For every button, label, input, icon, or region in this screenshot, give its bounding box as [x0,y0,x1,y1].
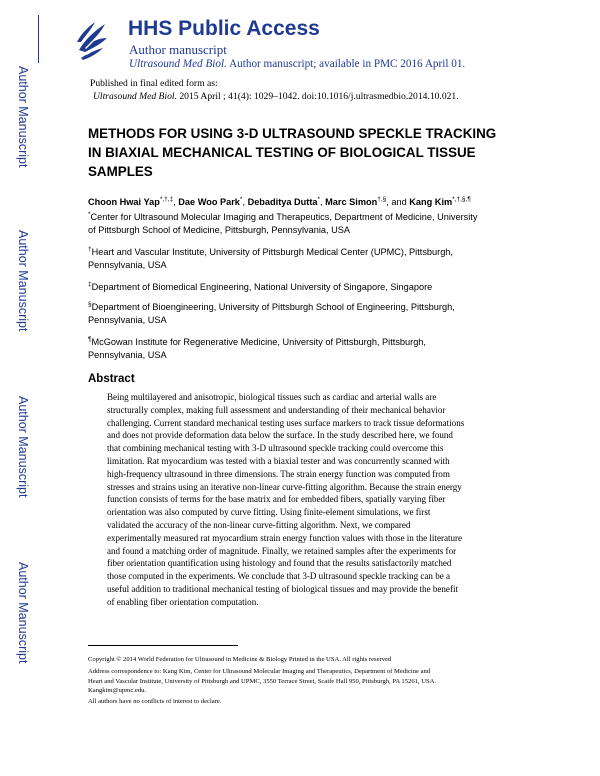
author-separator: , [173,197,179,208]
affiliation-marker: ‡ [88,281,92,288]
article-title-line: METHODS FOR USING 3-D ULTRASOUND SPECKLE TRACKING [88,126,497,141]
affiliation-marker: ¶ [88,336,92,343]
affiliation [88,278,528,294]
abstract-line: and does not provide deformation data below the surface. In the study described here, we found [107,430,453,441]
abstract-line: high-frequency ultrasound in three dimensions. The strain energy function was computed from [107,468,450,479]
affiliation-line [88,333,528,349]
abstract-line: of enabling fiber orientation computation. [107,596,259,607]
affiliation [88,333,528,363]
affiliation-text: McGowan Institute for Regenerative Medicine, University of Pittsburgh, Pittsburgh, [91,337,426,348]
copyright-note: Copyright © 2014 World Federation for Ultrasound in Medicine & Biology Printed in the USA. All rights reserved [88,656,392,663]
affiliation [88,298,528,328]
sidebar-author-manuscript-label: Author Manuscript [16,230,30,332]
author-affiliation-marker: *,†,§,¶ [452,196,471,203]
abstract-line: Being multilayered and anisotropic, biological tissues such as cardiac and arterial walls are [107,392,437,402]
author-name: Debaditya Dutta [247,197,318,208]
author-name: Kang Kim [409,197,453,208]
author-separator: , and [386,197,410,208]
abstract-line: function consists of terms for the base matrix and for embedded fibers, spatially varying fiber [107,494,446,505]
citation-line [93,91,459,102]
abstract-line: useful addition to traditional mechanical testing of biological tissues and may provide the benefit [107,583,458,594]
author-separator: , [242,197,248,208]
article-title-line: IN BIAXIAL MECHANICAL TESTING OF BIOLOGICAL TISSUE [88,145,476,160]
article-title [88,124,528,181]
affiliation-marker: § [88,301,92,308]
affiliation-line [88,208,528,224]
abstract-line: and found a matching order of magnitude. Finally, we retained samples after the experiments for [107,545,457,556]
affiliation-line: Pennsylvania, USA [88,260,167,271]
affiliation-line: of Pittsburgh School of Medicine, Pittsburgh, Pennsylvania, USA [88,225,350,236]
abstract-line: structurally complex, making full assessment and understanding of their mechanical behavior [107,404,446,415]
author-affiliation-marker: *,†,‡ [159,196,174,203]
affiliation-line [88,243,528,259]
pmc-availability-text: Author manuscript; available in PMC 2016 April 01. [226,58,466,70]
hhs-eagle-logo-icon [75,18,111,64]
published-in-label: Published in final edited form as: [90,78,218,89]
affiliation-marker: * [88,211,91,218]
abstract-line: orientation was also computed by curve fitting. Using finite-element simulations, we first [107,507,431,518]
abstract-line: limitation. Rat myocardium was tested with a biaxial tester and was concurrently scanned with [107,455,450,466]
abstract-heading: Abstract [88,373,135,385]
sidebar-author-manuscript-label: Author Manuscript [16,562,30,664]
pmc-availability-line [129,58,465,70]
affiliation-text: Center for Ultrasound Molecular Imaging and Therapeutics, Department of Medicine, University [90,212,478,223]
affiliation [88,243,528,273]
affiliation-marker: † [88,246,92,253]
correspondence-line: Heart and Vascular Institute, University of Pittsburgh and UPMC, 3550 Terrace Street, Scaife Hall 950, Pittsburgh, PA 15261, USA. [88,677,437,685]
abstract-line: challenging. Current standard mechanical testing uses surface markers to track tissue deformations [107,417,465,428]
affiliation [88,208,528,238]
conflict-note: All authors have no conflicts of interest to declare. [88,698,222,705]
abstract-line: those computed in the experiments. We conclude that 3-D ultrasound speckle tracking can be a [107,571,451,582]
abstract-line: validated the accuracy of the non-linear curve-fitting algorithm. Next, we compared [107,519,411,530]
affiliation-line [88,278,528,294]
sidebar-author-manuscript-label: Author Manuscript [16,66,30,168]
author-separator: , [320,197,326,208]
author-name: Dae Woo Park [178,197,240,208]
author-affiliation-marker: * [317,196,321,203]
affiliation-text: Heart and Vascular Institute, University of Pittsburgh Medical Center (UPMC), Pittsburgh, [91,247,453,258]
author-manuscript-subtitle: Author manuscript [129,42,227,57]
article-title-line: SAMPLES [88,164,153,179]
citation-journal: Ultrasound Med Biol. [93,91,177,102]
author-name: Choon Hwai Yap [88,197,160,208]
affiliation-text: Department of Biomedical Engineering, National University of Singapore, Singapore [91,282,433,293]
author-list [88,196,471,207]
abstract-line: stresses and strains using an iterative non-linear curve-fitting algorithm. Because the strain energy [107,481,462,492]
correspondence-note [88,667,528,696]
affiliation-line: Pennsylvania, USA [88,315,167,326]
affiliation-line: Pennsylvania, USA [88,350,167,361]
correspondence-line: Kangkim@upmc.edu. [88,687,147,695]
header-divider [38,15,39,63]
abstract-line: fiber orientation quantification using histology and found that the results satisfactorily matched [107,558,452,569]
author-affiliation-marker: * [239,196,243,203]
author-name: Marc Simon [325,197,378,208]
abstract-body [107,391,525,609]
citation-details: 2015 April ; 41(4): 1029–1042. doi:10.1016/j.ultrasmedbio.2014.10.021. [176,91,459,102]
abstract-line: that combining mechanical testing with 3-D ultrasound speckle tracking could overcome this [107,443,444,454]
hhs-title: HHS Public Access [128,17,320,40]
sidebar-author-manuscript-label: Author Manuscript [16,396,30,498]
affiliation-line [88,298,528,314]
journal-name: Ultrasound Med Biol. [129,58,227,70]
correspondence-line: Address correspondence to: Kang Kim, Center for Ultrasound Molecular Imaging and Therapeutics, Department of Medicine and [88,668,431,675]
abstract-line: experimentally measured rat myocardium strain energy function values with those in the literature [107,532,463,543]
affiliation-text: Department of Bioengineering, University of Pittsburgh School of Engineering, Pittsburgh, [91,302,455,313]
footnote-divider [88,645,238,646]
author-affiliation-marker: †,§ [377,196,387,203]
